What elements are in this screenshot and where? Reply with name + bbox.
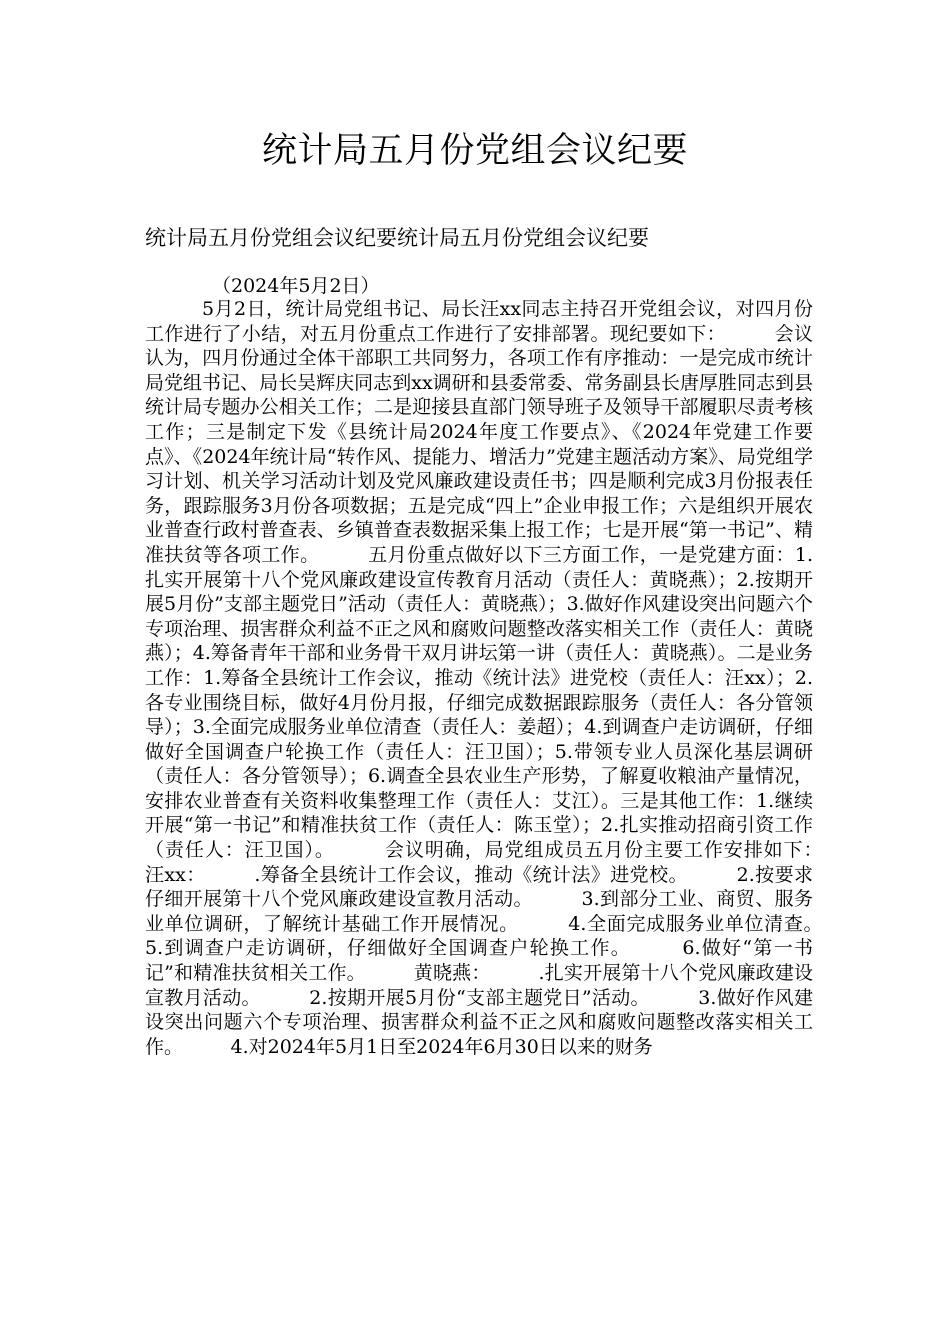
document-date: （2024年5月2日） [212,275,380,297]
document-title: 统计局五月份党组会议纪要 [261,131,688,171]
document-body: 5月2日，统计局党组书记、局长汪xx同志主持召开党组会议，对四月份工作进行了小结，对五月份重点工作进行了安排部署。现纪要如下： 会议认为，四月份通过全体干部职工共同努力，各项工作有序推动：一是完成市统计局党组书记、局长吴辉庆同志到xx调研和县委常委、常务副县长唐厚胜同志到县统计局专题办公相关工作；二是迎接县直部门领导班子及领导干部履职尽责考核工作；三是制定下发《县统计局2024年度工作要点》、《2024年党建工作要点》、《2024年统计局“转作风、提能力、增活力”党建主题活动方案》、局党组学习计划、机关学习活动计划及党风廉政建设责任书；四是顺利完成3月份报表任务，跟踪服务3月份各项数据；五是完成“四上”企业申报工作；六是组织开展农业普查行政村普查表、乡镇普查表数据采集上报工作；七是开展“第一书记”、精准扶贫等各项工作。 五月份重点做好以下三方面工作，一是党建方面：1.扎实开展第十八个党风廉政建设宣传教育月活动（责任人：黄晓燕）；2.按期开展5月份”支部主题党日”活动（责任人：黄晓燕）；3.做好作风建设突出问题六个专项治理、损害群众利益不正之风和腐败问题整改落实相关工作（责任人：黄晓燕）；4.筹备青年干部和业务骨干双月讲坛第一讲（责任人：黄晓燕）。二是业务工作：1.筹备全县统计工作会议，推动《统计法》进党校（责任人：汪xx）；2.各专业围绕目标，做好4月份月报，仔细完成数据跟踪服务（责任人：各分管领导）；3.全面完成服务业单位清查（责任人：姜超）；4.到调查户走访调研，仔细做好全国调查户轮换工作（责任人：汪卫国）；5.带领专业人员深化基层调研（责任人：各分管领导）；6.调查全县农业生产形势，了解夏收粮油产量情况，安排农业普查有关资料收集整理工作（责任人：艾江）。三是其他工作：1.继续开展“第一书记”和精准扶贫工作（责任人：陈玉堂）；2.扎实推动招商引资工作（责任人：汪卫国）。 会议明确，局党组成员五月份主要工作安排如下： 汪xx： .筹备全县统计工作会议，推动《统计法》进党校。 2.按要求仔细开展第十八个党风廉政建设宣教月活动。 3.到部分工业、商贸、服务业单位调研，了解统计基础工作开展情况。 4.全面完成服务业单位清查。 5.到调查户走访调研，仔细做好全国调查户轮换工作。 6.做好“第一书记”和精准扶贫相关工作。 黄晓燕： .扎实开展第十八个党风廉政建设宣教月活动。 2.按期开展5月份“支部主题党日”活动。 3.做好作风建设突出问题六个专项治理、损害群众利益不正之风和腐败问题整改落实相关工作。 4.对2024年5月1日至2024年6月30日以来的财务 [145,298,871,1058]
document-subtitle: 统计局五月份党组会议纪要统计局五月份党组会议纪要 [145,226,649,250]
